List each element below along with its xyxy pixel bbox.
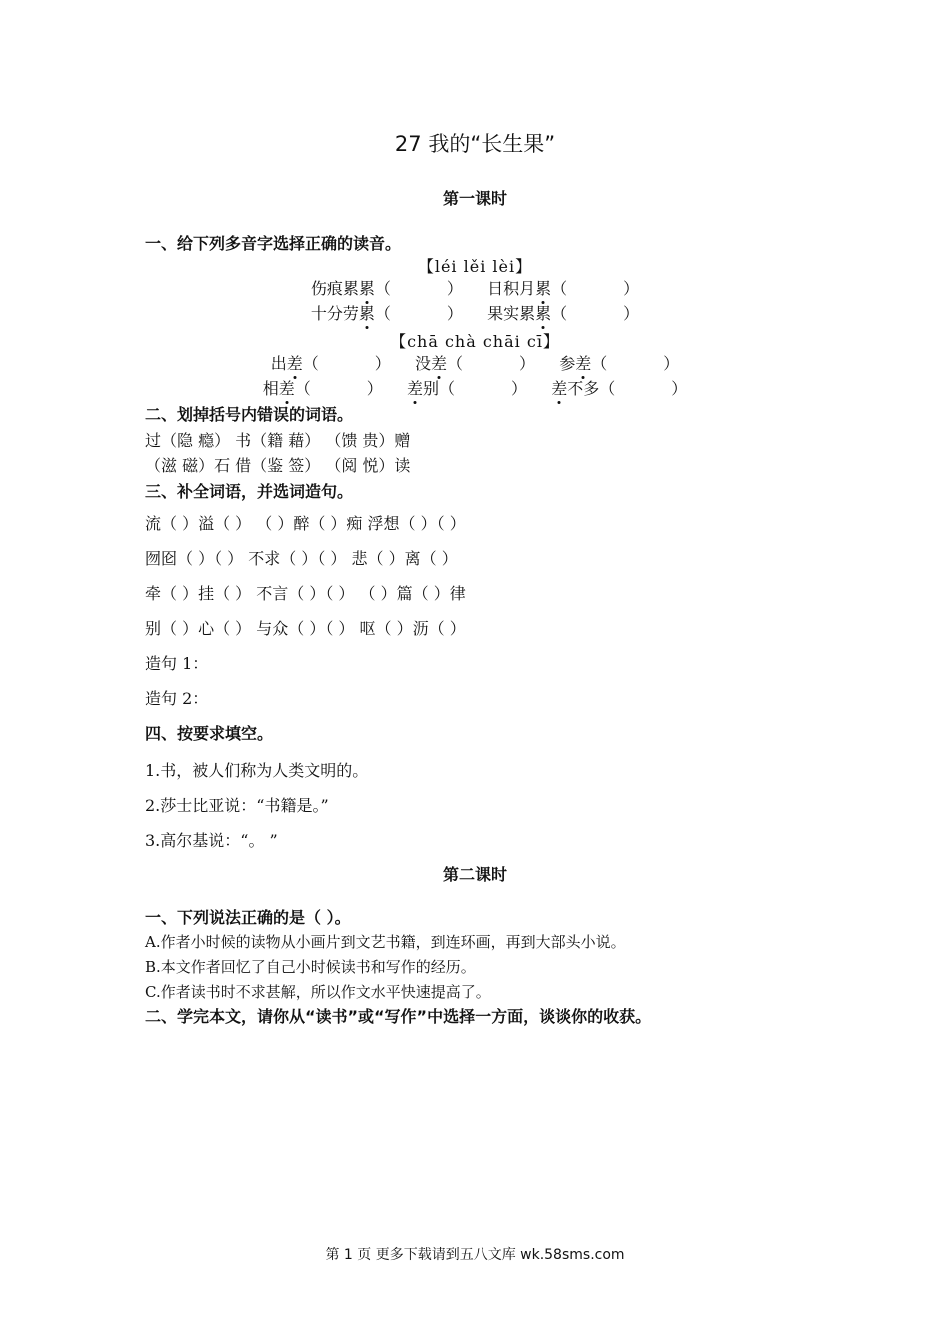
option-c: C.作者读书时不求甚解，所以作文水平快速提高了。	[145, 983, 491, 1001]
s2-line-2: （滋 磁）石 借（鉴 签） （阅 悦）读	[145, 456, 411, 475]
s3-line-4: 别（ ）心（ ） 与众（ ）（ ） 呕（ ）沥（ ）	[145, 619, 466, 638]
s3-line-1: 流（ ）溢（ ） （ ）醉（ ）痴 浮想（ ）（ ）	[145, 514, 466, 533]
section-4-heading: 四、按要求填空。	[145, 724, 274, 743]
pinyin-options-lei: 【léi lěi lèi】	[417, 257, 533, 276]
cha-row-1: 出差（ ） 没差（ ） 参差（ ）	[270, 354, 680, 373]
s3-line-2: 囫囵（ ）（ ） 不求（ ）（ ） 悲（ ）离（ ）	[145, 549, 458, 568]
lesson-two-heading: 第二课时	[442, 865, 507, 884]
page-footer: 第 1 页 更多下载请到五八文库 wk.58sms.com	[325, 1247, 625, 1263]
option-b: B.本文作者回忆了自己小时候读书和写作的经历。	[145, 958, 476, 976]
cha-word-b: 没差（	[414, 354, 464, 373]
lei-word-a: 伤痕累累（	[310, 279, 391, 298]
cha-word-a: 出差（	[270, 354, 319, 373]
cha-word-d: 相差（	[262, 379, 311, 398]
section-3-heading: 三、补全词语，并选词造句。	[145, 482, 354, 501]
lei-row-2: 十分劳累（ ） 果实累累（ ）	[310, 304, 640, 323]
lei-word-d: 果实累累（	[487, 304, 568, 323]
cha-word-e: 差别（	[406, 379, 456, 398]
s4-line-1: 1.书，被人们称为人类文明的。	[145, 761, 369, 780]
cha-word-f: 差不多（	[551, 379, 616, 398]
lei-word-b: 日积月累（	[487, 279, 568, 298]
lei-word-c: 十分劳累（	[310, 304, 391, 323]
section-2-heading: 二、划掉括号内错误的词语。	[145, 405, 354, 424]
cha-row-2: 相差（ ） 差别（ ） 差不多（ ）	[262, 379, 688, 398]
section-1-heading: 一、给下列多音字选择正确的读音。	[145, 234, 402, 253]
s3-line-3: 牵（ ）挂（ ） 不言（ ）（ ） （ ）篇（ ）律	[145, 584, 466, 603]
page-title: 27 我的“长生果”	[394, 132, 556, 156]
pinyin-options-cha: 【chā chà chāi cī】	[390, 332, 560, 351]
lesson-one-heading: 第一课时	[442, 189, 507, 208]
s2-line-1: 过（隐 瘾） 书（籍 藉） （馈 贵）赠	[145, 431, 411, 450]
cha-word-c: 参差（	[559, 354, 608, 373]
sentence-1-label: 造句 1：	[145, 654, 209, 673]
p2-section-2-heading: 二、学完本文，请你从“读书”或“写作”中选择一方面，谈谈你的收获。	[145, 1007, 652, 1026]
p2-section-1-heading: 一、下列说法正确的是（ ）。	[145, 908, 351, 927]
s4-line-3: 3.高尔基说：“。 ”	[145, 831, 278, 850]
s4-line-2: 2.莎士比亚说：“书籍是。”	[145, 796, 329, 815]
sentence-2-label: 造句 2：	[145, 689, 209, 708]
option-a: A.作者小时候的读物从小画片到文艺书籍，到连环画，再到大部头小说。	[145, 933, 626, 951]
lei-row-1: 伤痕累累（ ） 日积月累（ ）	[310, 279, 640, 298]
